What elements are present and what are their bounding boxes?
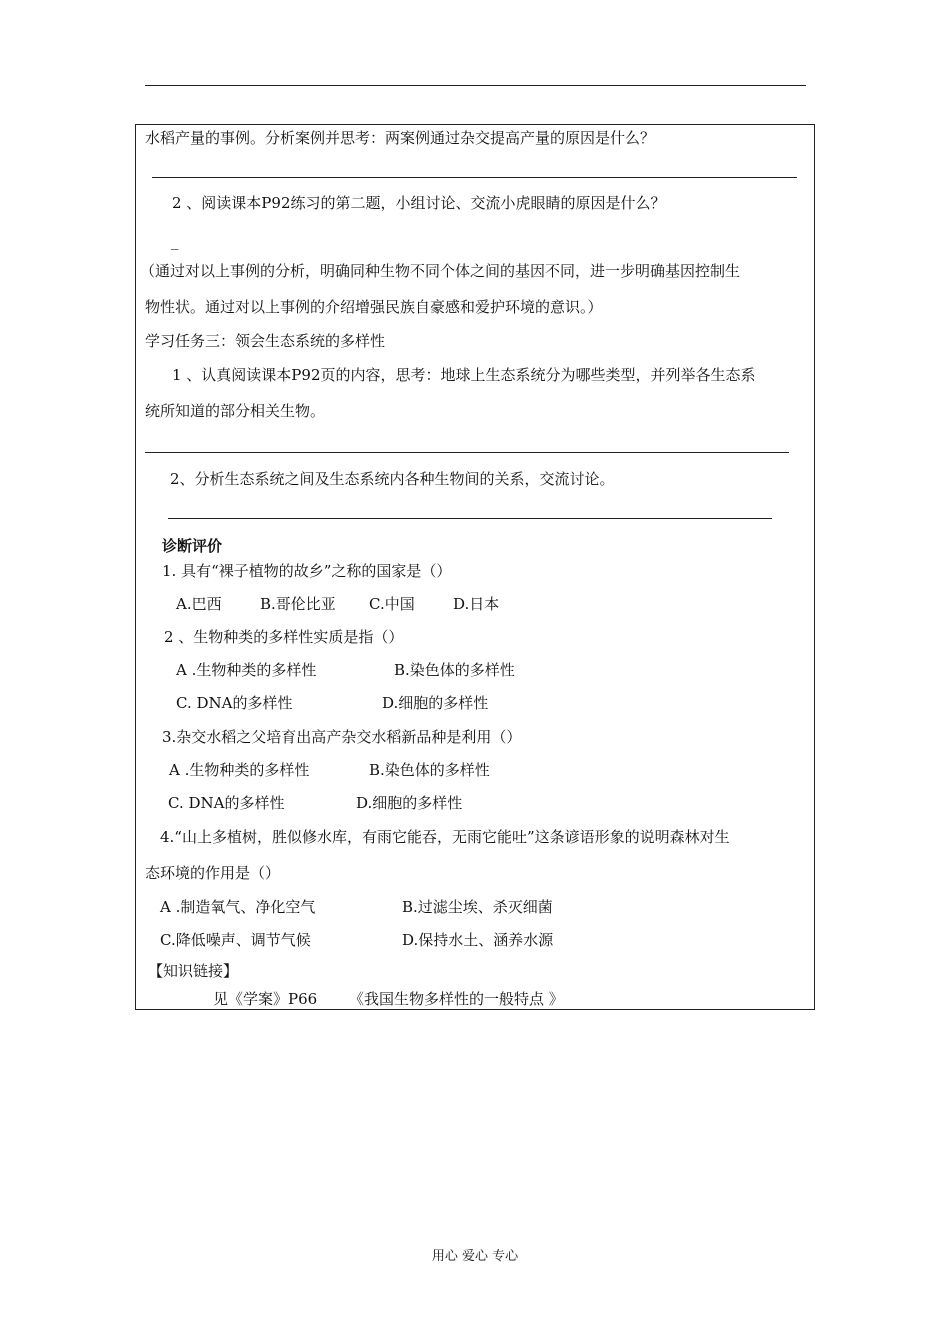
quiz-q4-option-d: D.保持水土、涵养水源 — [402, 931, 554, 949]
quiz-q1-option-d: D.日本 — [453, 595, 500, 613]
answer-line — [168, 518, 772, 519]
quiz-q1-option-a: A.巴西 — [176, 595, 222, 613]
quiz-q2-option-c: C. DNA的多样性 — [176, 694, 293, 712]
quiz-q2-stem: 2 、生物种类的多样性实质是指（） — [164, 628, 404, 646]
quiz-q3-option-a: A .生物种类的多样性 — [169, 761, 310, 779]
knowledge-link-topic: 《我国生物多样性的一般特点 》 — [349, 990, 564, 1008]
task3-title: 学习任务三：领会生态系统的多样性 — [145, 332, 386, 350]
quiz-q1-stem: 1. 具有“裸子植物的故乡”之称的国家是（） — [162, 562, 452, 580]
task3-question2: 2、分析生态系统之间及生态系统内各种生物间的关系，交流讨论。 — [170, 470, 615, 488]
knowledge-link-reference: 见《学案》P66 — [213, 990, 318, 1008]
answer-mark: _ — [171, 232, 179, 250]
answer-line — [152, 177, 797, 178]
quiz-q3-option-b: B.染色体的多样性 — [369, 761, 490, 779]
summary-note-line1: （通过对以上事例的分析，明确同种生物不同个体之间的基因不同，进一步明确基因控制生 — [140, 262, 741, 280]
task3-question1-line1: 1 、认真阅读课本P92页的内容，思考：地球上生态系统分为哪些类型，并列举各生态系 — [172, 366, 756, 384]
quiz-q1-option-c: C.中国 — [369, 595, 415, 613]
quiz-q3-stem: 3.杂交水稻之父培育出高产杂交水稻新品种是利用（） — [162, 728, 522, 746]
task3-question1-line2: 统所知道的部分相关生物。 — [145, 402, 326, 420]
quiz-q4-option-b: B.过滤尘埃、杀灭细菌 — [402, 898, 553, 916]
quiz-q3-option-d: D.细胞的多样性 — [356, 794, 463, 812]
summary-note-line2: 物性状。通过对以上事例的介绍增强民族自豪感和爱护环境的意识。） — [145, 298, 603, 316]
case-question-line: 水稻产量的事例。分析案例并思考：两案例通过杂交提高产量的原因是什么？ — [145, 129, 656, 147]
header-rule — [145, 85, 806, 86]
quiz-q2-option-b: B.染色体的多样性 — [394, 661, 515, 679]
knowledge-link-heading: 【知识链接】 — [148, 962, 239, 980]
quiz-q2-option-a: A .生物种类的多样性 — [176, 661, 317, 679]
quiz-q4-stem-line2: 态环境的作用是（） — [145, 864, 281, 882]
page-footer: 用心 爱心 专心 — [431, 1249, 519, 1264]
evaluation-heading: 诊断评价 — [162, 537, 223, 555]
quiz-q1-option-b: B.哥伦比亚 — [260, 595, 336, 613]
quiz-q4-option-c: C.降低噪声、调节气候 — [160, 931, 311, 949]
quiz-q4-option-a: A .制造氧气、净化空气 — [160, 898, 316, 916]
quiz-q3-option-c: C. DNA的多样性 — [168, 794, 285, 812]
reading-question-2: 2 、阅读课本P92练习的第二题，小组讨论、交流小虎眼睛的原因是什么？ — [172, 194, 666, 212]
quiz-q4-stem-line1: 4.“山上多植树，胜似修水库，有雨它能吞，无雨它能吐”这条谚语形象的说明森林对生 — [160, 828, 730, 846]
quiz-q2-option-d: D.细胞的多样性 — [382, 694, 489, 712]
answer-line — [145, 452, 789, 453]
